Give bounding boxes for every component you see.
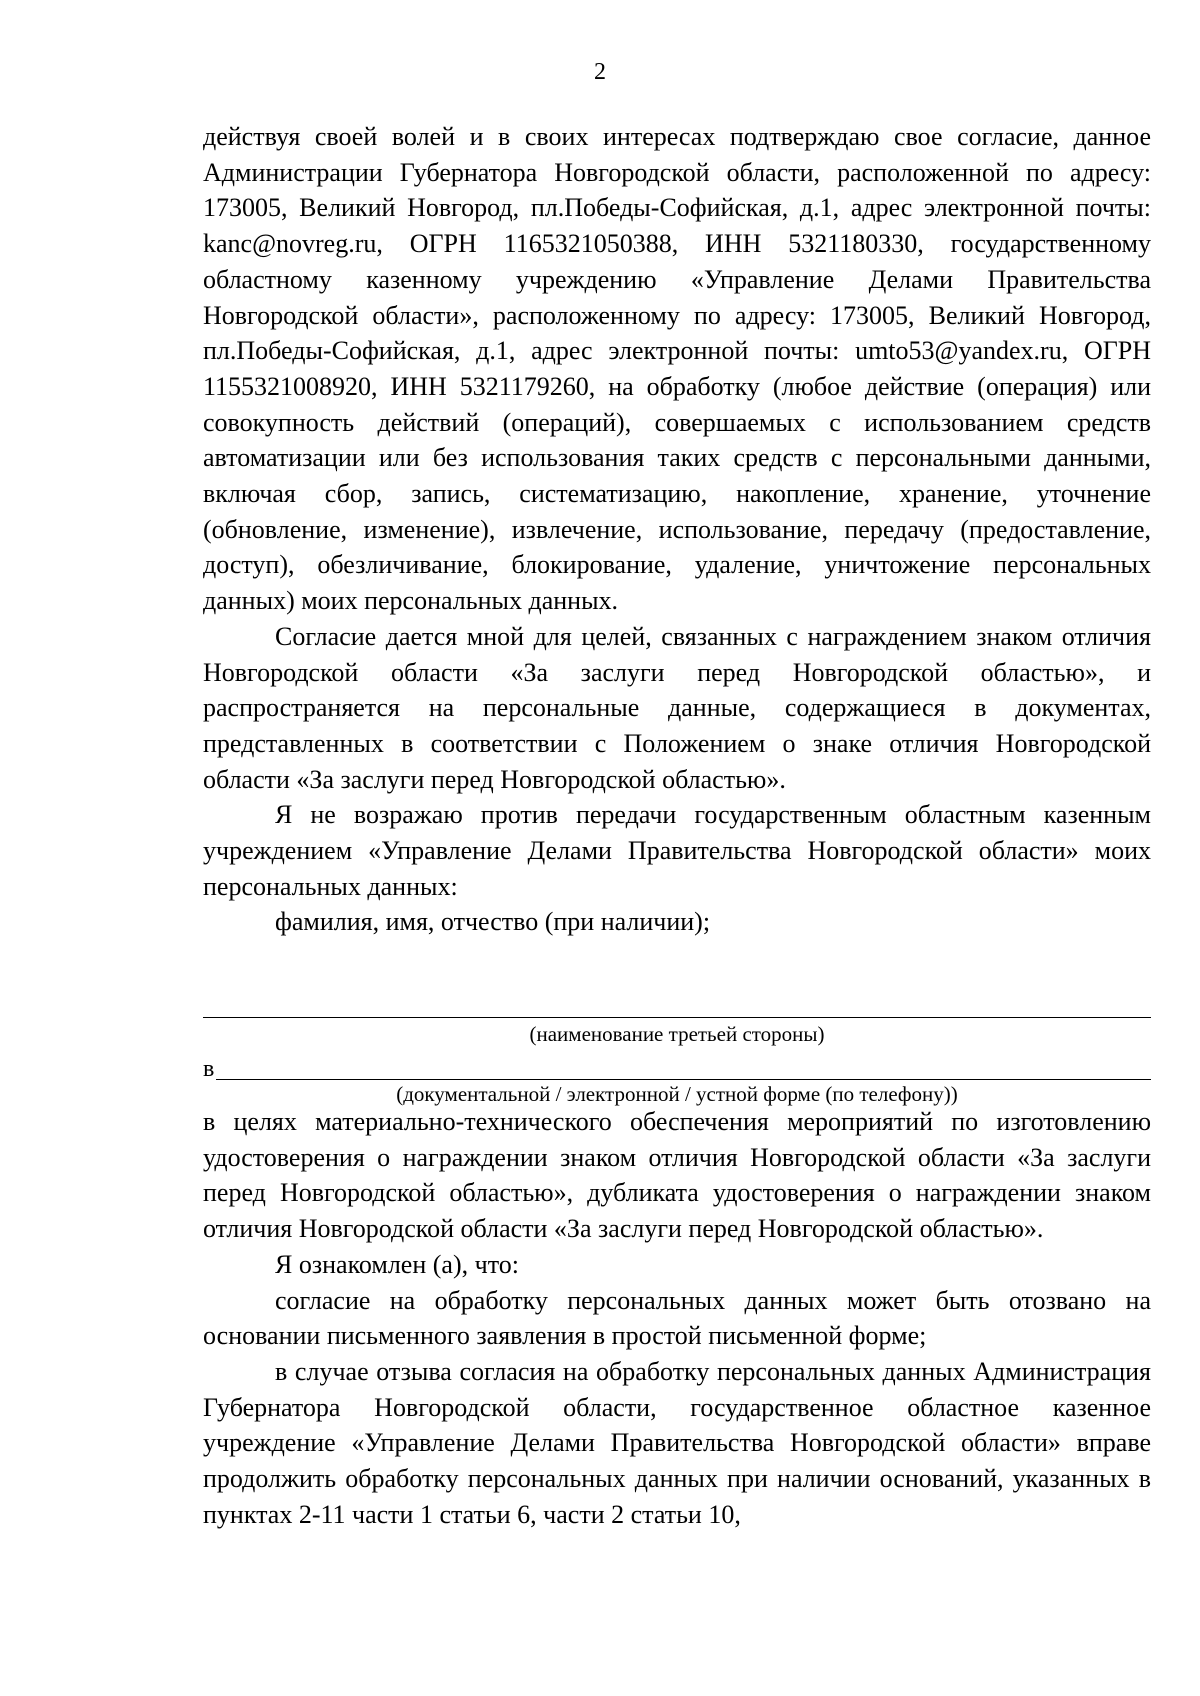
paragraph-data-list: фамилия, имя, отчество (при наличии); [275, 907, 711, 937]
page-number: 2 [594, 59, 606, 85]
paragraph-consent-purpose: Согласие дается мной для целей, связанных с награждением знаком отличия Новгородской области «За заслуги перед Новгородской областью», и распространяется на персональные данные, содержащиеся в документах, представленных в соответствии с Положением о знаке отличия Новгородской области «За заслуги перед Новгородской областью». [203, 621, 1151, 794]
paragraph-acknowledgement: Я ознакомлен (а), что: [275, 1249, 519, 1279]
paragraph-transfer-consent: Я не возражаю против передачи государственным областным казенным учреждением «Управление Делами Правительства Новгородской области» моих персональных данных: [203, 800, 1151, 901]
body-text-upper [203, 119, 1151, 940]
paragraph-revocation: согласие на обработку персональных данных может быть отозвано на основании письменного заявления в простой письменной форме; [203, 1285, 1151, 1351]
body-text-lower [203, 1104, 1151, 1532]
third-party-blank-line [203, 1017, 1151, 1018]
paragraph-revocation-consequences: в случае отзыва согласия на обработку персональных данных Администрация Губернатора Новгородской области, государственное областное казенное учреждение «Управление Делами Правительства Новгородской области» вправе продолжить обработку персональных данных при наличии оснований, указанных в пунктах 2-11 части 1 статьи 6, части 2 статьи 10, [203, 1356, 1151, 1529]
paragraph-consent-operators: действуя своей волей и в своих интересах подтверждаю свое согласие, данное Администрации Губернатора Новгородской области, расположенной по адресу: 173005, Великий Новгород, пл.Победы-Софийская, д.1, адрес электронной почты: kanc@novreg.ru, ОГРН 1165321050388, ИНН 5321180330, государственному областному казенному учреждению «Управление Делами Правительства Новгородской области», расположенному по адресу: 173005, Великий Новгород, пл.Победы-Софийская, д.1, адрес электронной почты: umto53@yandex.ru, ОГРН 1155321008920, ИНН 5321179260, на обработку (любое действие (операция) или совокупность действий (операций), совершаемых с использованием средств автоматизации или без использования таких средств с персональными данными, включая сбор, запись, систематизацию, накопление, хранение, уточнение (обновление, изменение), извлечение, использование, передачу (предоставление, доступ), обезличивание, блокирование, удаление, уничтожение персональных данных) моих персональных данных. [203, 122, 1151, 616]
form-caption: (документальной / электронной / устной форме (по телефону)) [396, 1082, 958, 1106]
third-party-caption: (наименование третьей стороны) [529, 1022, 825, 1046]
form-prefix: в [203, 1056, 215, 1082]
paragraph-purpose-of-transfer: в целях материально-технического обеспечения мероприятий по изготовлению удостоверения о награждении знаком отличия Новгородской области «За заслуги перед Новгородской областью», дубликата удостоверения о награждении знаком отличия Новгородской области «За заслуги перед Новгородской областью». [203, 1107, 1151, 1244]
form-blank-line [216, 1079, 1151, 1080]
